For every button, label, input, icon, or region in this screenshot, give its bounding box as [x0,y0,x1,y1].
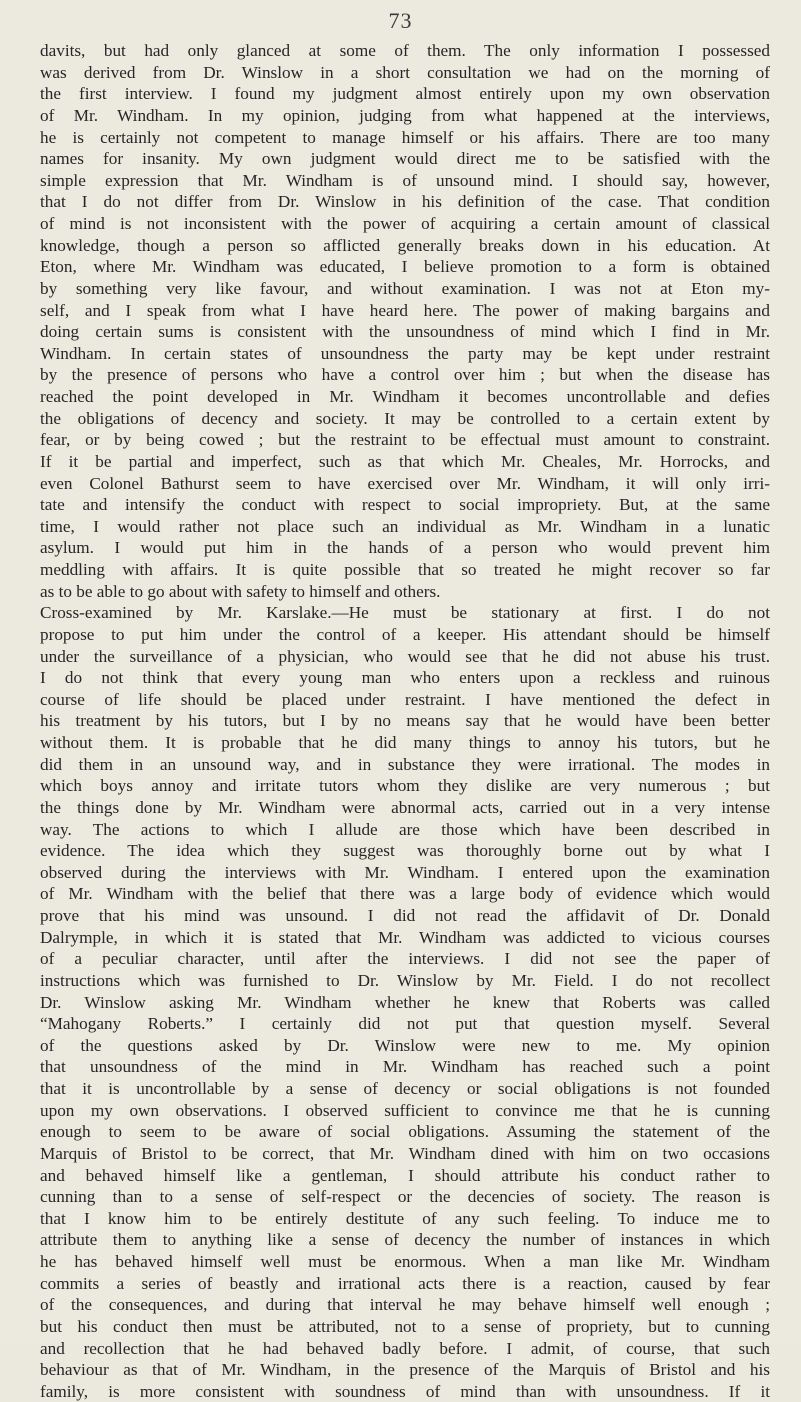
text-line: of the questions asked by Dr. Winslow were new to me. My opinion [40,1035,770,1055]
text-line: attribute them to anything like a sense of decency the number of instances in which [40,1230,770,1250]
text-line: the obligations of decency and society. It may be controlled to a certain extent by [40,408,770,428]
text-line: I do not think that every young man who enters upon a reckless and ruinous [40,668,770,688]
text-line: fear, or by being cowed ; but the restraint to be effectual must amount to constraint. [40,430,770,450]
text-line: propose to put him under the control of a keeper. His attendant should be himself [40,624,770,644]
text-line: Dalrymple, in which it is stated that Mr. Windham was addicted to vicious courses [40,927,770,947]
text-line: he has behaved himself well must be enormous. When a man like Mr. Windham [40,1252,770,1271]
text-line: behaviour as that of Mr. Windham, in the presence of the Marquis of Bristol and his [40,1360,770,1380]
text-line: that it is uncontrollable by a sense of decency or social obligations is not founded [40,1079,770,1098]
text-line: If it be partial and imperfect, such as that which Mr. Cheales, Mr. Horrocks, and [40,451,770,471]
text-line: even Colonel Bathurst seem to have exercised over Mr. Windham, it will only irri- [40,473,770,493]
text-line: his treatment by his tutors, but I by no means say that he would have been better [40,711,770,731]
text-line: by the presence of persons who have a control over him ; but when the disease has [40,365,770,385]
text-line: and behaved himself like a gentleman, I should attribute his conduct rather to [40,1165,770,1185]
text-line: under the surveillance of a physician, who would see that he did not abuse his trust. [40,646,770,666]
text-line: Cross-examined by Mr. Karslake.—He must be stationary at first. I do not [40,603,770,623]
text-line: of the consequences, and during that interval he may behave himself well enough ; [40,1295,770,1315]
text-line: way. The actions to which I allude are those which have been described in [40,819,770,839]
text-line: knowledge, though a person so afflicted generally breaks down in his education. At [40,235,770,255]
text-line: but his conduct then must be attributed, not to a sense of propriety, but to cunning [40,1316,770,1336]
text-line: tate and intensify the conduct with respect to social impropriety. But, at the same [40,495,770,515]
text-line: instructions which was furnished to Dr. Winslow by Mr. Field. I do not recollect [40,970,770,990]
text-line: doing certain sums is consistent with the unsoundness of mind which I find in Mr. [40,322,770,342]
text-line: that I know him to be entirely destitute of any such feeling. To induce me to [40,1208,770,1228]
text-line: “Mahogany Roberts.” I certainly did not put that question myself. Several [40,1014,770,1034]
text-line: prove that his mind was unsound. I did not read the affidavit of Dr. Donald [40,906,770,925]
text-line: that I do not differ from Dr. Winslow in his definition of the case. That condition [40,192,770,212]
text-line: of Mr. Windham. In my opinion, judging from what happened at the interviews, [40,105,770,125]
text-line: reached the point developed in Mr. Windham it becomes uncontrollable and defies [40,387,770,406]
text-line: Windham. In certain states of unsoundness the party may be kept under restraint [40,343,770,363]
text-line: simple expression that Mr. Windham is of unsound mind. I should say, however, [40,170,770,190]
text-line: and recollection that he had behaved badly before. I admit, of course, that such [40,1338,770,1358]
text-line: names for insanity. My own judgment would direct me to be satisfied with the [40,149,770,169]
text-line: Dr. Winslow asking Mr. Windham whether he knew that Roberts was called [40,992,770,1012]
text-line: of a peculiar character, until after the interviews. I did not see the paper of [40,949,770,969]
text-line: upon my own observations. I observed sufficient to convince me that he is cunning [40,1100,770,1120]
text-line: did them in an unsound way, and in substance they were irrational. The modes in [40,754,770,774]
text-line: evidence. The idea which they suggest was thoroughly borne out by what I [40,841,770,861]
text-line: as to be able to go about with safety to himself and others. [40,581,441,601]
text-line: meddling with affairs. It is quite possible that so treated he might recover so far [40,560,770,579]
text-line: that unsoundness of the mind in Mr. Windham has reached such a point [40,1057,770,1077]
text-line: course of life should be placed under restraint. I have mentioned the defect in [40,689,770,709]
text-line: family, is more consistent with soundness of mind than with unsoundness. If it [40,1381,770,1401]
text-line: asylum. I would put him in the hands of a person who would prevent him [40,538,770,558]
text-line: self, and I speak from what I have heard here. The power of making bargains and [40,300,770,320]
text-line: commits a series of beastly and irrational acts there is a reaction, caused by fear [40,1273,770,1293]
text-line: davits, but had only glanced at some of them. The only information I possessed [40,41,770,60]
body-text [40,40,770,1402]
text-line: which boys annoy and irritate tutors whom they dislike are very numerous ; but [40,776,770,796]
text-line: Marquis of Bristol to be correct, that Mr. Windham dined with him on two occasions [40,1143,770,1163]
text-line: without them. It is probable that he did many things to annoy his tutors, but he [40,733,770,752]
text-line: by something very like favour, and without examination. I was not at Eton my- [40,278,770,298]
page-number: 73 [388,8,413,33]
text-line: enough to seem to be aware of social obligations. Assuming the statement of the [40,1122,770,1142]
text-line: cunning than to a sense of self-respect or the decencies of society. The reason is [40,1187,770,1207]
text-line: time, I would rather not place such an individual as Mr. Windham in a lunatic [40,516,770,536]
text-line: of Mr. Windham with the belief that there was a large body of evidence which would [40,884,770,904]
text-line: the things done by Mr. Windham were abnormal acts, carried out in a very intense [40,797,770,817]
text-line: he is certainly not competent to manage himself or his affairs. There are too many [40,127,770,147]
text-line: was derived from Dr. Winslow in a short consultation we had on the morning of [40,62,770,82]
text-line: the first interview. I found my judgment almost entirely upon my own observation [40,84,770,104]
text-line: observed during the interviews with Mr. Windham. I entered upon the examination [40,862,770,882]
text-line: of mind is not inconsistent with the power of acquiring a certain amount of classical [40,214,770,233]
text-line: Eton, where Mr. Windham was educated, I believe promotion to a form is obtained [40,257,770,277]
